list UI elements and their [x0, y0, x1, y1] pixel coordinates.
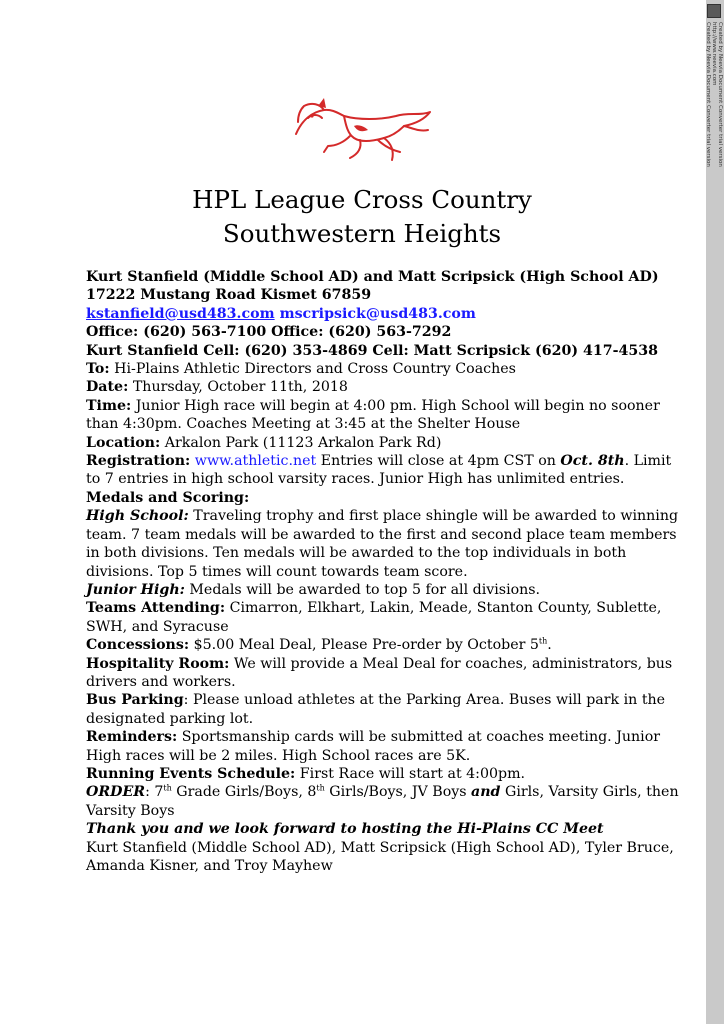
reminders-line: Reminders: Sportsmanship cards will be submitted at coaches meeting. Junior [86, 729, 661, 746]
high-school-line-3: in both divisions. Ten medals will be awarded to the top individuals in both [86, 545, 627, 562]
watermark-text: Created by Neevia Document Converter trial version http://www.neevia.com Created by Neevia Document Converter trial version [705, 22, 723, 167]
email-link-stanfield[interactable]: kstanfield@usd483.com [86, 305, 275, 322]
teams-line: Teams Attending: Cimarron, Elkhart, Lakin, Meade, Stanton County, Sublette, [86, 600, 662, 617]
hospitality-line-2: drivers and workers. [86, 673, 236, 690]
registration-line-2: to 7 entries in high school varsity races. Junior High has unlimited entries. [86, 471, 625, 488]
bus-parking-line: Bus Parking: Please unload athletes at the Parking Area. Buses will park in the [86, 692, 666, 709]
date-line: Date: Thursday, October 11th, 2018 [86, 379, 348, 396]
to-line: To: Hi-Plains Athletic Directors and Cross Country Coaches [86, 361, 516, 378]
signature-line: Kurt Stanfield (Middle School AD), Matt Scripsick (High School AD), Tyler Bruce, [86, 839, 674, 856]
document-title: HPL League Cross Country [192, 185, 532, 214]
reminders-line-2: High races will be 2 miles. High School races are 5K. [86, 747, 471, 764]
location-line: Location: Arkalon Park (11123 Arkalon Park Rd) [86, 434, 442, 451]
hospitality-line: Hospitality Room: We will provide a Meal Deal for coaches, administrators, bus [86, 655, 673, 672]
schedule-line: Running Events Schedule: First Race will start at 4:00pm. [86, 765, 526, 782]
junior-high-line: Junior High: Medals will be awarded to top 5 for all divisions. [86, 581, 541, 598]
signature-line-2: Amanda Kisner, and Troy Mayhew [86, 858, 333, 874]
high-school-line-4: divisions. Top 5 times will count towards team score. [86, 563, 468, 580]
email-scripsick: mscripsick@usd483.com [279, 305, 476, 322]
time-line: Time: Junior High race will begin at 4:00 pm. High School will begin no sooner [86, 397, 660, 414]
memo-body [86, 268, 679, 875]
converter-icon [707, 4, 721, 18]
thank-you-line: Thank you and we look forward to hosting the Hi-Plains CC Meet [86, 821, 604, 838]
medals-heading: Medals and Scoring: [86, 489, 250, 506]
address-line: 17222 Mustang Road Kismet 67859 [86, 287, 372, 304]
email-line [86, 305, 656, 323]
time-line-2: than 4:30pm. Coaches Meeting at 3:45 at the Shelter House [86, 416, 521, 433]
high-school-line: High School: Traveling trophy and first place shingle will be awarded to winning [86, 508, 679, 525]
ads-line: Kurt Stanfield (Middle School AD) and Matt Scripsick (High School AD) [86, 269, 659, 285]
watermark-sidebar [706, 0, 724, 1024]
document-subtitle: Southwestern Heights [222, 219, 502, 248]
teams-line-2: SWH, and Syracuse [86, 618, 229, 635]
athletic-net-link[interactable]: www.athletic.net [190, 453, 317, 470]
high-school-line-2: team. 7 team medals will be awarded to the first and second place team members [86, 526, 677, 543]
concessions-line: Concessions: $5.00 Meal Deal, Please Pre-order by October 5th. [86, 636, 552, 654]
mustang-logo [288, 90, 438, 170]
office-line: Office: (620) 563-7100 Office: (620) 563-7292 [86, 324, 452, 341]
order-line-2: Varsity Boys [86, 802, 175, 819]
bus-parking-line-2: designated parking lot. [86, 710, 254, 727]
order-line: ORDER: 7th Grade Girls/Boys, 8th Girls/Boys, JV Boys and Girls, Varsity Girls, then [86, 783, 679, 801]
cell-line: Kurt Stanfield Cell: (620) 353-4869 Cell: Matt Scripsick (620) 417-4538 [86, 342, 659, 359]
registration-line: Registration: www.athletic.net Entries will close at 4pm CST on Oct. 8th. Limit [86, 453, 672, 470]
